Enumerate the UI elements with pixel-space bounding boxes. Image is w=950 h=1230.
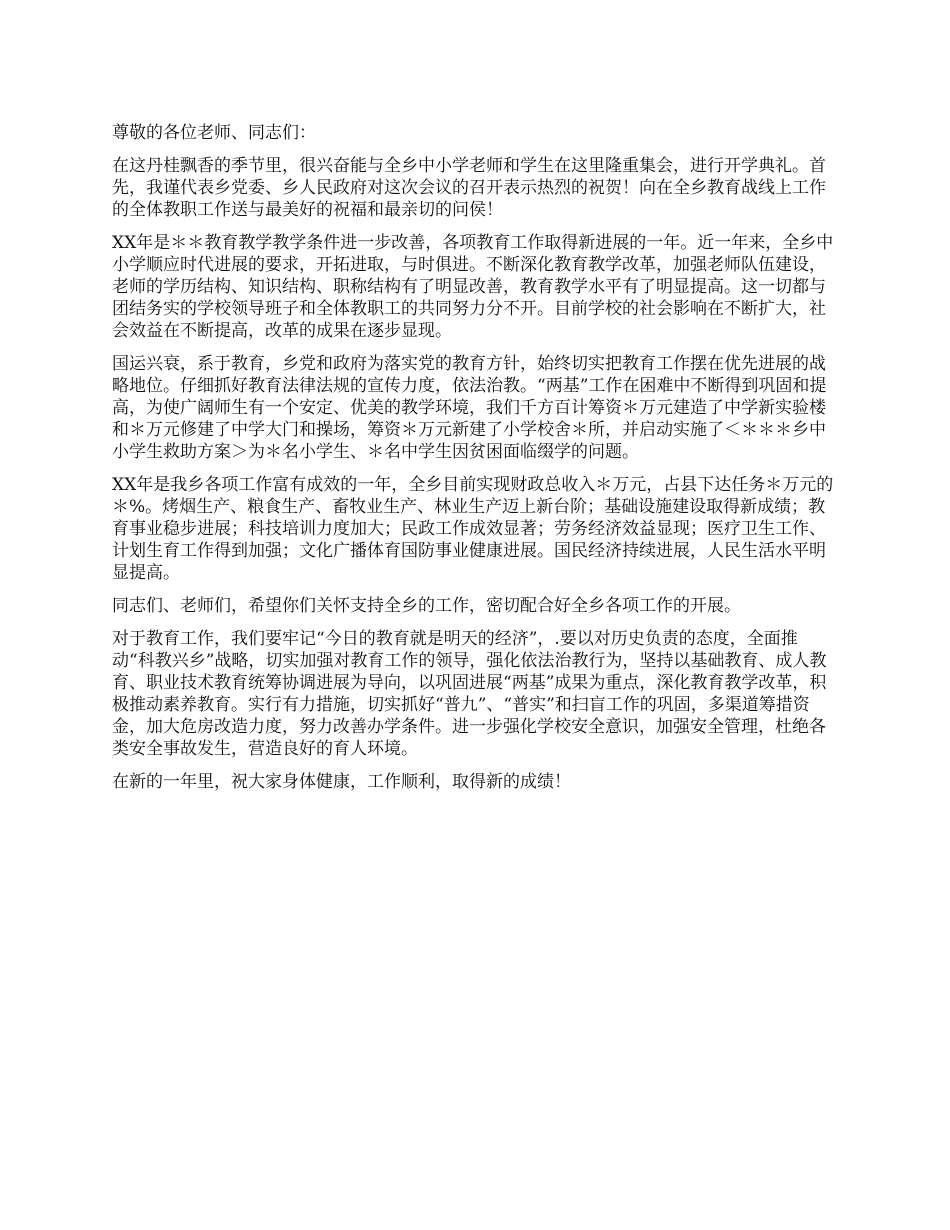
document-page xyxy=(112,122,840,804)
paragraph-education-work: 对于教育工作，我们要牢记“今日的教育就是明天的经济”，.要以对历史负责的态度，全面推动“科教兴乡”战略，切实加强对教育工作的领导，强化依法治教行为，坚持以基础教育、成人教育、职业技术教育统筹协调进展为导向，以巩固进展“两基”成果为重点，深化教育教学改革，积极推动素养教育。实行有力措施，切实抓好“普九”、“普实”和扫盲工作的巩固，多渠道筹措资金，加大危房改造力度，努力改善办学条件。进一步强化学校安全意识，加强安全管理，杜绝各类安全事故发生，营造良好的育人环境。 xyxy=(112,629,827,759)
paragraph-progress: XX年是＊＊教育教学教学条件进一步改善，各项教育工作取得新进展的一年。近一年来，全乡中小学顺应时代进展的要求，开拓进取，与时俱进。不断深化教育教学改革，加强老师队伍建设，老师的学历结构、知识结构、职称结构有了明显改善，教育教学水平有了明显提高。这一切都与团结务实的学校领导班子和全体教职工的共同努力分不开。目前学校的社会影响在不断扩大，社会效益在不断提高，改革的成果在逐步显现。 xyxy=(112,233,834,341)
paragraph-opening: 在这丹桂飘香的季节里，很兴奋能与全乡中小学老师和学生在这里隆重集会，进行开学典礼。首先，我谨代表乡党委、乡人民政府对这次会议的召开表示热烈的祝贺！向在全乡教育战线上工作的全体教职工作送与最美好的祝福和最亲切的问侯！ xyxy=(112,156,826,220)
paragraph-appeal: 同志们、老师们，希望你们关怀支持全乡的工作，密切配合好全乡各项工作的开展。 xyxy=(112,596,741,616)
closing-wishes: 在新的一年里，祝大家身体健康，工作顺利，取得新的成绩！ xyxy=(112,772,571,792)
paragraph-education-priority: 国运兴衰，系于教育，乡党和政府为落实党的教育方针，始终切实把教育工作摆在优先进展的战略地位。仔细抓好教育法律法规的宣传力度，依法治教。“两基”工作在困难中不断得到巩固和提高，为使广阔师生有一个安定、优美的教学环境，我们千方百计筹资＊万元建造了中学新实验楼和＊万元修建了中学大门和操场，筹资＊万元新建了小学校舍＊所，并启动实施了＜＊＊＊乡中小学生救助方案＞为＊名小学生、＊名中学生因贫困面临缀学的问题。 xyxy=(112,354,827,462)
paragraph-achievements: XX年是我乡各项工作富有成效的一年，全乡目前实现财政总收入＊万元，占县下达任务＊万元的＊%。烤烟生产、粮食生产、畜牧业生产、林业生产迈上新台阶；基础设施建设取得新成绩；教育事业稳步进展；科技培训力度加大；民政工作成效显著；劳务经济效益显现；医疗卫生工作、计划生育工作得到加强；文化广播体育国防事业健康进展。国民经济持续进展，人民生活水平明显提高。 xyxy=(112,475,834,583)
salutation: 尊敬的各位老师、同志们： xyxy=(112,123,316,143)
